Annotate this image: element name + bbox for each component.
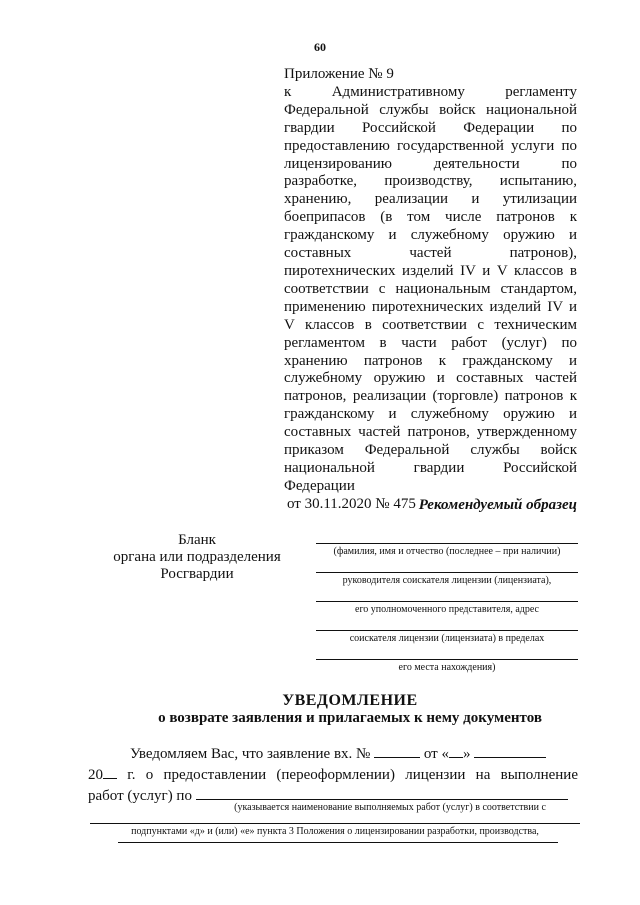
- paragraph-text: »: [462, 746, 471, 762]
- recipient-caption: соискателя лицензии (лицензиата) в пределах: [349, 633, 545, 644]
- recipient-caption: (фамилия, имя и отчество (последнее – при наличии): [333, 546, 561, 557]
- fill-line: [316, 543, 578, 544]
- recipient-row: [316, 556, 578, 585]
- notice-subtitle: о возврате заявления и прилагаемых к нему документов: [158, 710, 542, 726]
- recipient-row: [316, 527, 578, 556]
- letterhead-block: [112, 532, 282, 583]
- recipient-caption: руководителя соискателя лицензии (лицензиата),: [342, 575, 552, 586]
- paragraph-text: Уведомляем Вас, что заявление вх. №: [130, 746, 371, 762]
- letterhead-line-1: Бланк: [178, 532, 216, 548]
- paragraph-line-2: [88, 765, 578, 786]
- fill-line: [90, 823, 580, 824]
- works-hint: (указывается наименование выполняемых работ (услуг) в соответствии с: [234, 802, 546, 813]
- works-hint-continued: подпунктами «д» и (или) «е» пункта 3 Положения о лицензировании разработки, производства,: [131, 826, 539, 837]
- fill-line: [118, 842, 558, 843]
- appendix-date: от 30.11.2020 № 475: [287, 495, 416, 512]
- recommended-sample-label: Рекомендуемый образец: [418, 497, 577, 513]
- appendix-title: Приложение № 9: [284, 66, 394, 82]
- number-blank: [374, 744, 420, 758]
- appendix-header: [284, 66, 577, 514]
- recipient-row: [316, 643, 578, 672]
- letterhead-line-2: органа или подразделения: [113, 549, 281, 565]
- fill-line: [316, 572, 578, 573]
- paragraph-text: работ (услуг) по: [88, 788, 192, 804]
- works-blank: [196, 786, 568, 800]
- recipient-block: [316, 527, 578, 672]
- day-blank: [449, 744, 463, 758]
- paragraph-text: от «: [423, 746, 449, 762]
- recipient-caption: его места нахождения): [398, 662, 496, 673]
- notice-title: УВЕДОМЛЕНИЕ: [282, 692, 418, 709]
- recipient-row: [316, 585, 578, 614]
- fill-line: [316, 630, 578, 631]
- paragraph-line-1: [88, 744, 578, 765]
- paragraph-text: 20: [88, 767, 103, 783]
- year-blank: [103, 765, 117, 779]
- appendix-body: к Административному регламенту Федеральной службы войск национальной гвардии Российской Федерации по предоставлению государственной услуги по лицензированию деятельности по разработке, производству, испытанию, хранению, реализации и утилизации боеприпасов (в том числе патронов к гражданскому и служебному оружию и составных частей патронов), пиротехнических изделий IV и V классов в соответствии с национальным стандартом, применению пиротехнических изделий IV и V классов в соответствии с техническим регламентом в части работ (услуг) по хранению патронов к гражданскому и служебному оружию и составных частей патронов, реализации (торговле) патронов к гражданскому и служебному оружию и составных частей патронов, утвержденному приказом Федеральной службы войск национальной гвардии Российской Федерации: [284, 83, 577, 494]
- paragraph-text: г. о предоставлении (переоформлении) лицензии на выполнение: [127, 767, 578, 783]
- fill-line: [316, 601, 578, 602]
- page-number: 60: [314, 40, 326, 54]
- letterhead-line-3: Росгвардии: [160, 566, 234, 582]
- recipient-row: [316, 614, 578, 643]
- notice-paragraph: [88, 744, 578, 807]
- recipient-caption: его уполномоченного представителя, адрес: [355, 604, 539, 615]
- fill-line: [316, 659, 578, 660]
- month-blank: [474, 744, 546, 758]
